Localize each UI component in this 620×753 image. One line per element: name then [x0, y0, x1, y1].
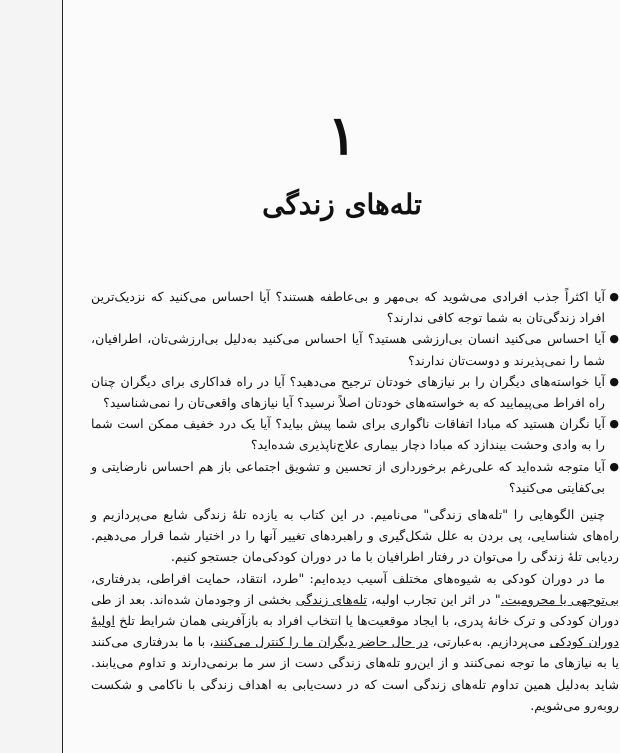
bullet-icon: ● [609, 374, 619, 388]
list-item: ● آیا احساس می‌کنید انسان بی‌ارزشی هستید؟ آیا احساس می‌کنید به‌دلیل بی‌ارزشی‌تان، اطرافیان، شما را نمی‌پذیرند و دوست‌تان ندارند؟ [91, 328, 619, 370]
list-item: ● آیا اکثراً جذب افرادی می‌شوید که بی‌مهر و بی‌عاطفه هستند؟ آیا احساس می‌کنید که نزدیک‌ترین افراد زندگی‌تان به شما توجه کافی ندارند؟ [91, 286, 619, 328]
underlined-text: در حال حاضر دیگران ما را کنترل می‌کنند [213, 634, 429, 650]
chapter-number: ۱ [327, 103, 357, 167]
book-page [62, 0, 620, 753]
list-item: ● آیا نگران هستید که مبادا اتفاقات ناگواری برای شما پیش بیاید؟ آیا یک درد خفیف ممکن است شما را به وادی وحشت بیندازد که مبادا دچار بیماری علاج‌ناپذیری شده‌اید؟ [91, 413, 619, 455]
bullet-icon: ● [609, 290, 619, 303]
bullet-icon: ● [609, 459, 619, 473]
underlined-text: بی‌توجهی یا محرومیت. [500, 591, 619, 607]
underlined-text: تله‌های زندگی [295, 591, 368, 607]
list-item: ● آیا خواسته‌های دیگران را بر نیازهای خودتان ترجیح می‌دهید؟ آیا در راه فداکاری برای دیگران چنان راه افراط می‌پیمایید که به خواسته‌های خودتان اصلاً نرسید؟ آیا نیازهای واقعی‌تان را نمی‌شناسید؟ [91, 371, 619, 413]
paragraph-childhood: ما در دوران کودکی به شیوه‌های مختلف آسیب دیده‌ایم: "طرد، انتقاد، حمایت افراطی، بدرفتاری، بی‌توجهی یا محرومیت." در اثر این تجارب اولیه، تله‌های زندگی بخشی از وجودمان شده‌اند. بعد از طی دوران کودکی و ترک خانهٔ پدری، با ایجاد موقعیت‌ها یا انتخاب افراد به بازآفرینی همان شرایط تلخ اولیهٔ دوران کودکی می‌پردازیم. به‌عبارتی، در حال حاضر دیگران ما را کنترل می‌کنند، با ما بدرفتاری می‌کنند یا به نیازهای ما توجه نمی‌کنند و از این‌رو تله‌های زندگی دست از سر ما برنمی‌دارند و تداوم می‌یابند. شاید به‌دلیل همین تداوم تله‌های زندگی است که در دست‌یابی به اهداف زندگی با ناکامی و شکست روبه‌رو می‌شویم. [91, 570, 619, 713]
question-list [91, 286, 619, 498]
list-item: ● آیا متوجه شده‌اید که علی‌رغم برخورداری از تحسین و تشویق اجتماعی باز هم احساس نارضایتی و بی‌کفایتی می‌کنید؟ [91, 456, 619, 498]
chapter-title: تله‌های زندگی [262, 188, 422, 221]
bullet-icon: ● [609, 417, 619, 431]
paragraph-intro: چنین الگوهایی را "تله‌های زندگی" می‌نامیم. در این کتاب به یازده تلهٔ زندگی شایع می‌پردازیم و راه‌های شناسایی، پی بردن به علل شکل‌گیری و راهبردهای تغییر آنها را در اختیار شما قرار می‌دهیم. ردیابی تلهٔ زندگی را می‌توان در رفتار اطرافیان با ما در دوران کودکی‌مان جستجو کنیم. [91, 507, 619, 565]
underlined-text: اولیهٔ دوران کودکی [91, 613, 619, 650]
bullet-icon: ● [609, 332, 619, 346]
page-body [91, 286, 619, 716]
